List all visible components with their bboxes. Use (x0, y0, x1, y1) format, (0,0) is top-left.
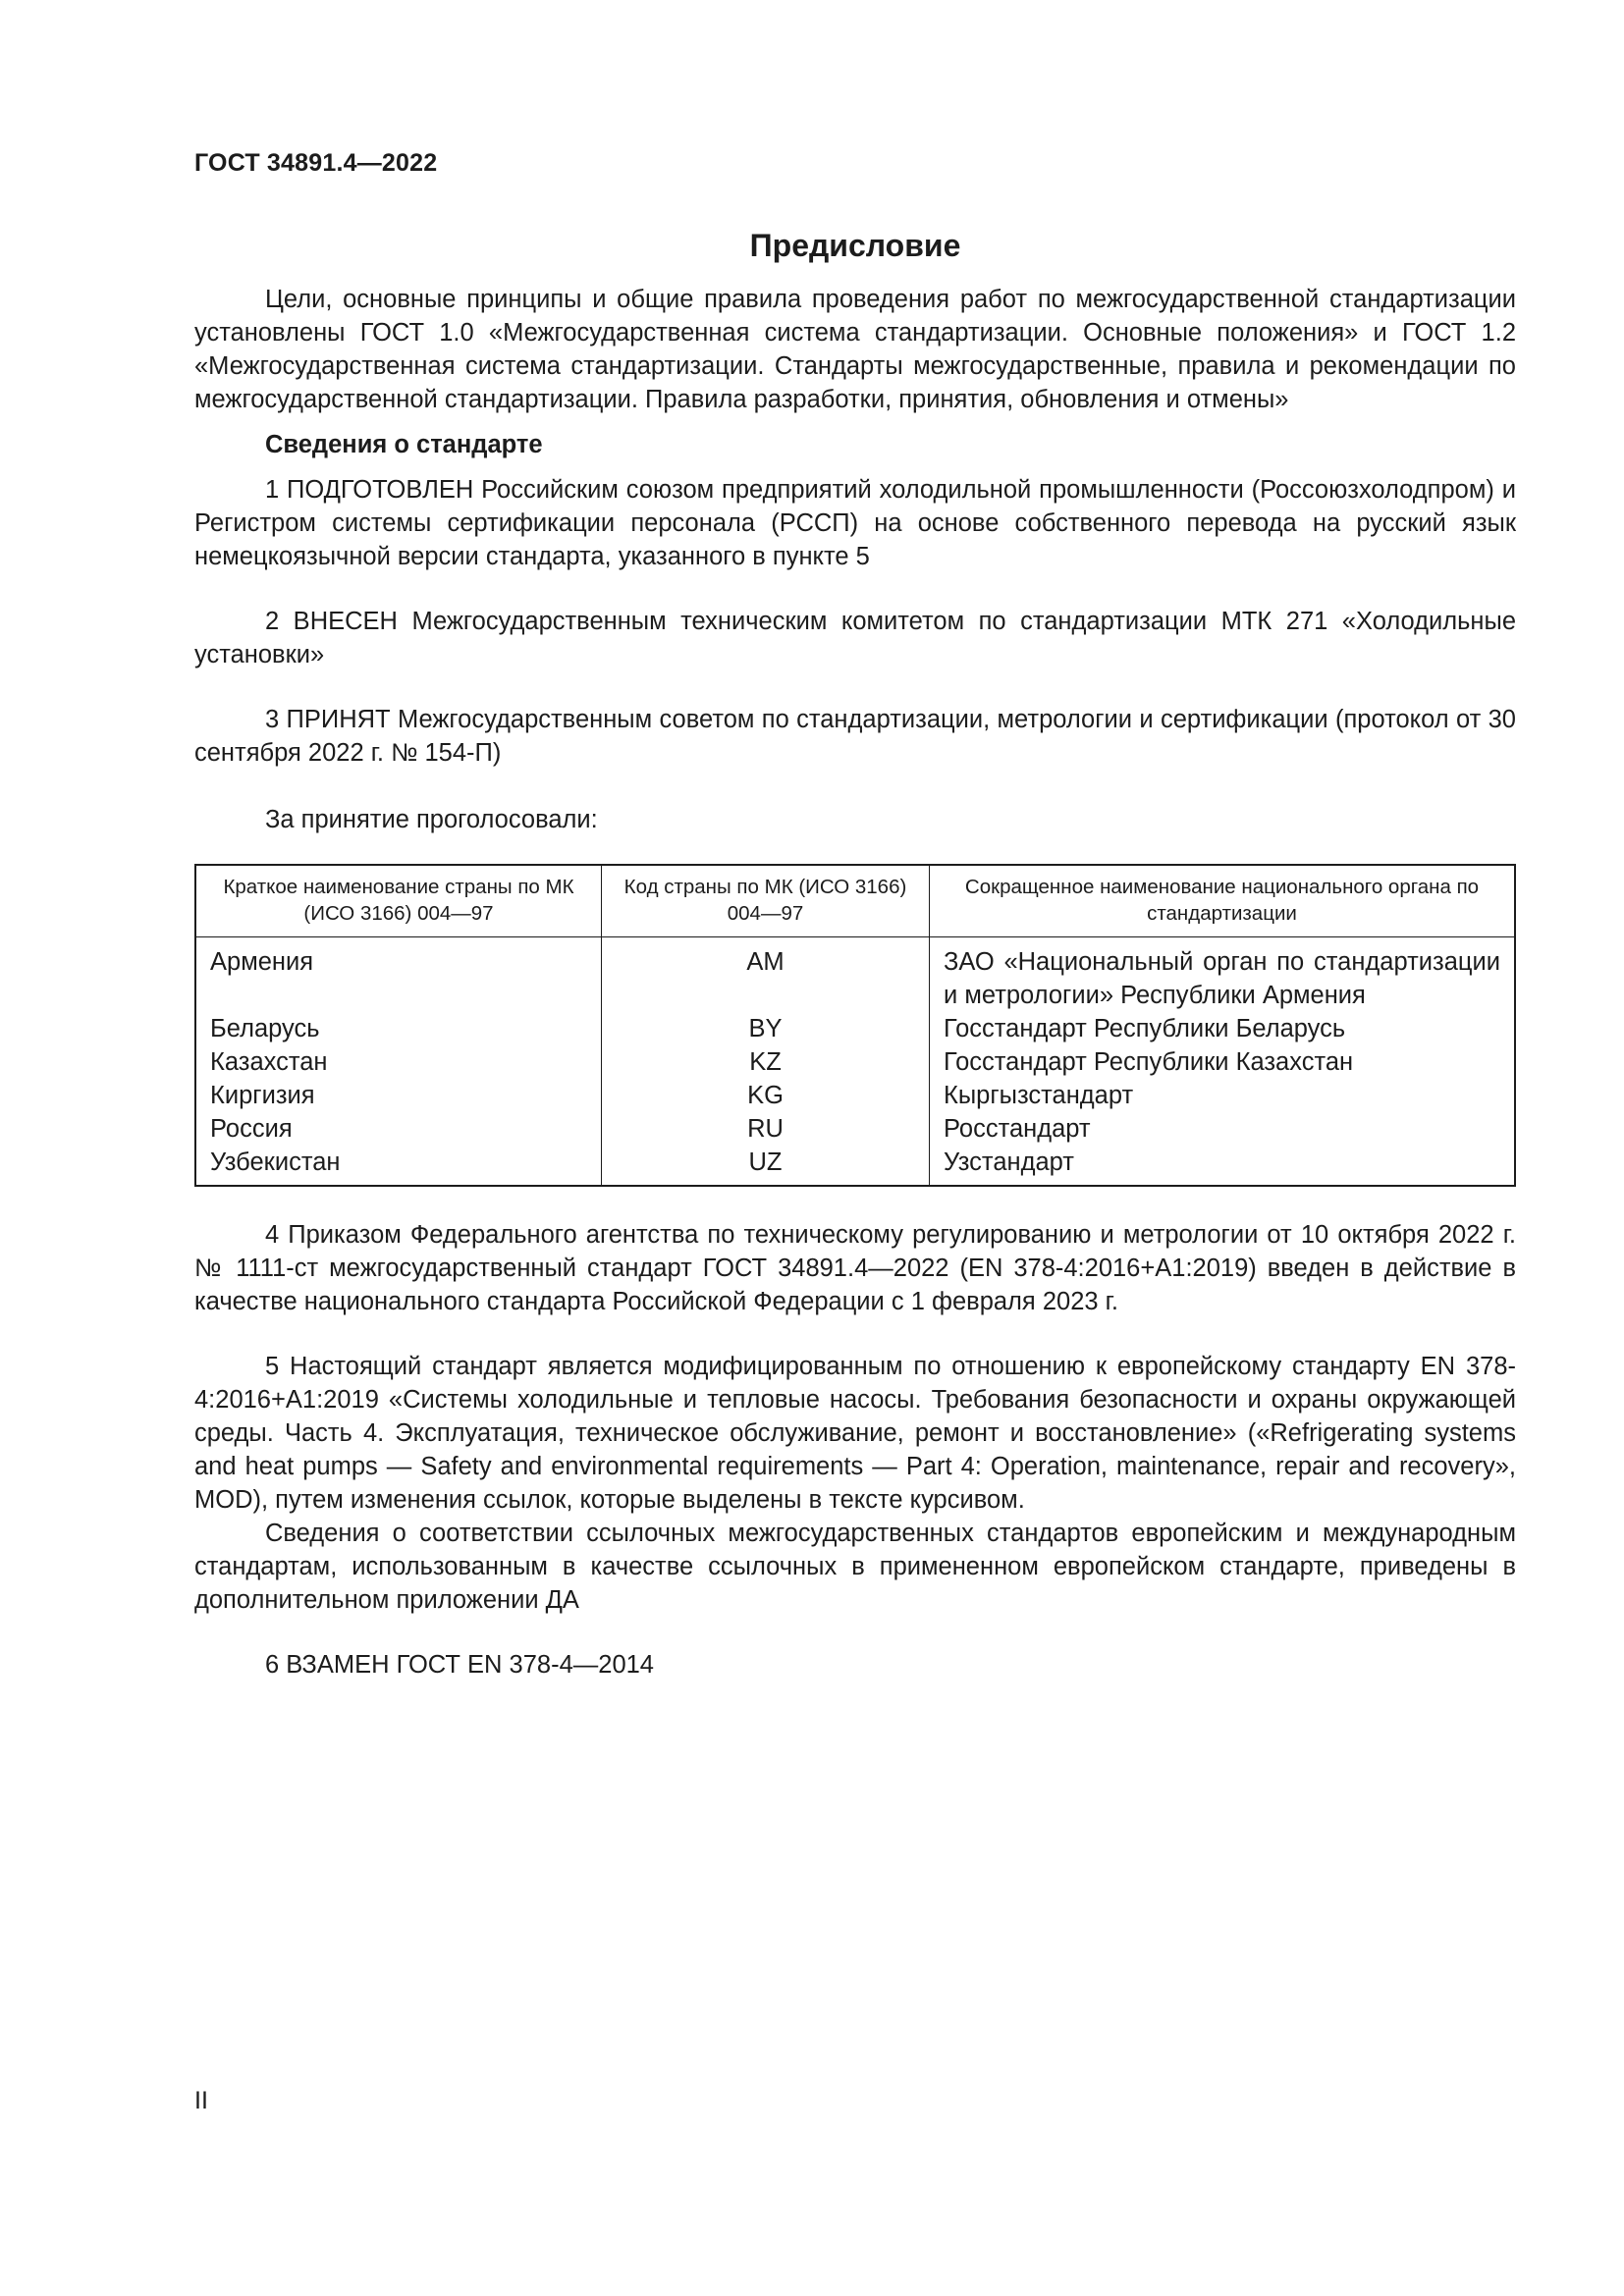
country-cell: Россия (195, 1112, 602, 1146)
table-row (195, 1045, 1515, 1079)
authority-cell: Госстандарт Республики Казахстан (930, 1045, 1516, 1079)
item-1-prepared: 1 ПОДГОТОВЛЕН Российским союзом предприятий холодильной промышленности (Россоюзхолодпром) и Регистром системы сертификации персонала (РССП) на основе собственного перевода на русский язык немецкоязычной версии стандарта, указанного в пункте 5 (194, 476, 1516, 570)
preface-content (194, 283, 1516, 1682)
table-row (195, 1112, 1515, 1146)
page-number: II (194, 2087, 208, 2114)
code-cell: BY (602, 1012, 930, 1045)
table-row (195, 1012, 1515, 1045)
authority-cell: Кыргызстандарт (930, 1079, 1516, 1112)
vote-table-header-row (195, 865, 1515, 937)
header-code: Код страны по МК (ИСО 3166) 004—97 (602, 865, 930, 937)
country-cell: Армения (195, 937, 602, 1013)
item-5-references-note: Сведения о соответствии ссылочных межгосударственных стандартов европейским и международным стандартам, использованным в качестве ссылочных в примененном европейском стандарте, приведены в дополнительном приложении ДА (194, 1520, 1516, 1614)
item-5-modified: 5 Настоящий стандарт является модифицированным по отношению к европейскому стандарту EN 378-4:2016+A1:2019 «Системы холодильные и тепловые насосы. Требования безопасности и охраны окружающей среды. Часть 4. Эксплуатация, техническое обслуживание, ремонт и восстановление» («Refrigerating systems and heat pumps — Safety and environmental requirements — Part 4: Operation, maintenance, repair and recovery», MOD), путем изменения ссылок, которые выделены в тексте курсивом. (194, 1353, 1516, 1514)
table-row (195, 1146, 1515, 1186)
item-4-order: 4 Приказом Федерального агентства по техническому регулированию и метрологии от 10 октября 2022 г. № 1111-ст межгосударственный стандарт ГОСТ 34891.4—2022 (EN 378-4:2016+A1:2019) введен в действие в качестве национального стандарта Российской Федерации с 1 февраля 2023 г. (194, 1221, 1516, 1315)
authority-cell: Госстандарт Республики Беларусь (930, 1012, 1516, 1045)
preface-intro: Цели, основные принципы и общие правила проведения работ по межгосударственной стандартизации установлены ГОСТ 1.0 «Межгосударственная система стандартизации. Основные положения» и ГОСТ 1.2 «Межгосударственная система стандартизации. Стандарты межгосударственные, правила и рекомендации по межгосударственной стандартизации. Правила разработки, принятия, обновления и отмены» (194, 286, 1516, 413)
country-cell: Узбекистан (195, 1146, 602, 1186)
standard-info-heading: Сведения о стандарте (265, 431, 543, 458)
country-cell: Киргизия (195, 1079, 602, 1112)
country-cell: Казахстан (195, 1045, 602, 1079)
code-cell: KZ (602, 1045, 930, 1079)
item-2-introduced: 2 ВНЕСЕН Межгосударственным техническим комитетом по стандартизации МТК 271 «Холодильные установки» (194, 608, 1516, 668)
code-cell: AM (602, 937, 930, 1013)
header-country: Краткое наименование страны по МК (ИСО 3166) 004—97 (195, 865, 602, 937)
table-row (195, 937, 1515, 1013)
code-cell: RU (602, 1112, 930, 1146)
vote-table (194, 864, 1516, 1187)
authority-cell: Росстандарт (930, 1112, 1516, 1146)
authority-cell: ЗАО «Национальный орган по стандартизации и метрологии» Республики Армения (930, 937, 1516, 1013)
item-3-adopted: 3 ПРИНЯТ Межгосударственным советом по стандартизации, метрологии и сертификации (протокол от 30 сентября 2022 г. № 154-П) (194, 706, 1516, 767)
standard-code: ГОСТ 34891.4—2022 (194, 149, 438, 177)
header-authority: Сокращенное наименование национального органа по стандартизации (930, 865, 1516, 937)
preface-title: Предисловие (749, 228, 961, 263)
country-cell: Беларусь (195, 1012, 602, 1045)
item-6-replaces: 6 ВЗАМЕН ГОСТ EN 378-4—2014 (265, 1651, 654, 1679)
vote-intro: За принятие проголосовали: (265, 806, 598, 833)
authority-cell: Узстандарт (930, 1146, 1516, 1186)
code-cell: UZ (602, 1146, 930, 1186)
code-cell: KG (602, 1079, 930, 1112)
table-row (195, 1079, 1515, 1112)
